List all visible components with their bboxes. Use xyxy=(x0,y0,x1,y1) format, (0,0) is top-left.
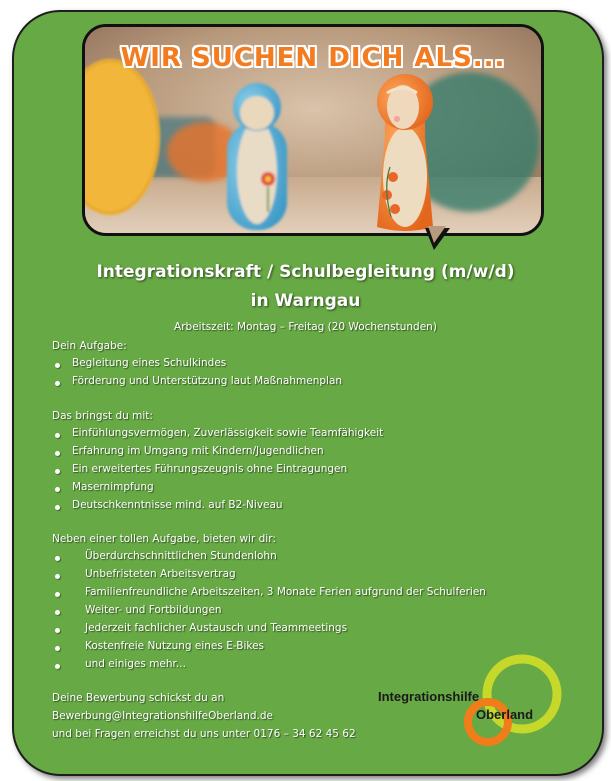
list-item: Familienfreundliche Arbeitszeiten, 3 Monate Ferien aufgrund der Schulferien xyxy=(85,586,486,598)
bullet xyxy=(55,664,60,669)
speech-bubble-photo xyxy=(82,24,544,236)
bullet xyxy=(55,433,60,438)
bullet xyxy=(55,451,60,456)
list-item: Weiter- und Fortbildungen xyxy=(85,604,222,616)
bullet xyxy=(55,610,60,615)
bullet xyxy=(55,628,60,633)
contact-intro: Deine Bewerbung schickst du an xyxy=(52,692,225,704)
list-item: Förderung und Unterstützung laut Maßnahmenplan xyxy=(72,375,343,387)
list-item: Masernimpfung xyxy=(72,481,154,493)
job-title: Integrationskraft / Schulbegleitung (m/w/d) xyxy=(96,262,515,282)
requirements-heading: Das bringst du mit: xyxy=(52,410,153,422)
speech-bubble-tail-fill xyxy=(428,226,446,243)
list-item: Erfahrung im Umgang mit Kindern/Jugendlichen xyxy=(72,445,324,457)
bullet xyxy=(55,574,60,579)
working-hours: Arbeitszeit: Montag – Freitag (20 Wochenstunden) xyxy=(174,321,437,333)
list-item: Deutschkenntnisse mind. auf B2-Niveau xyxy=(72,499,283,511)
bullet xyxy=(55,487,60,492)
bullet xyxy=(55,646,60,651)
list-item: Jederzeit fachlicher Austausch und Teammeetings xyxy=(85,622,348,634)
list-item: Begleitung eines Schulkindes xyxy=(72,357,227,369)
tasks-heading: Dein Aufgabe: xyxy=(52,340,127,352)
headline: WIR SUCHEN DICH ALS... xyxy=(120,43,506,73)
list-item: Kostenfreie Nutzung eines E-Bikes xyxy=(85,640,265,652)
list-item: Einfühlungsvermögen, Zuverlässigkeit sowie Teamfähigkeit xyxy=(72,427,384,439)
contact-email[interactable]: Bewerbung@IntegrationshilfeOberland.de xyxy=(52,710,273,722)
list-item: Überdurchschnittlichen Stundenlohn xyxy=(85,550,277,562)
list-item: und einiges mehr... xyxy=(85,658,186,670)
bullet xyxy=(55,592,60,597)
bullet xyxy=(55,505,60,510)
bullet xyxy=(55,381,60,386)
offers-heading: Neben einer tollen Aufgabe, bieten wir dir: xyxy=(52,533,276,545)
list-item: Ein erweitertes Führungszeugnis ohne Eintragungen xyxy=(72,463,348,475)
bullet xyxy=(55,469,60,474)
logo-name-line1: Integrationshilfe xyxy=(378,689,480,704)
bullet xyxy=(55,556,60,561)
job-location: in Warngau xyxy=(250,291,361,311)
logo-name-line2: Oberland xyxy=(476,707,534,722)
list-item: Unbefristeten Arbeitsvertrag xyxy=(85,568,236,580)
bullet xyxy=(55,363,60,368)
contact-phone: und bei Fragen erreichst du uns unter 0176 – 34 62 45 62 xyxy=(52,728,356,740)
